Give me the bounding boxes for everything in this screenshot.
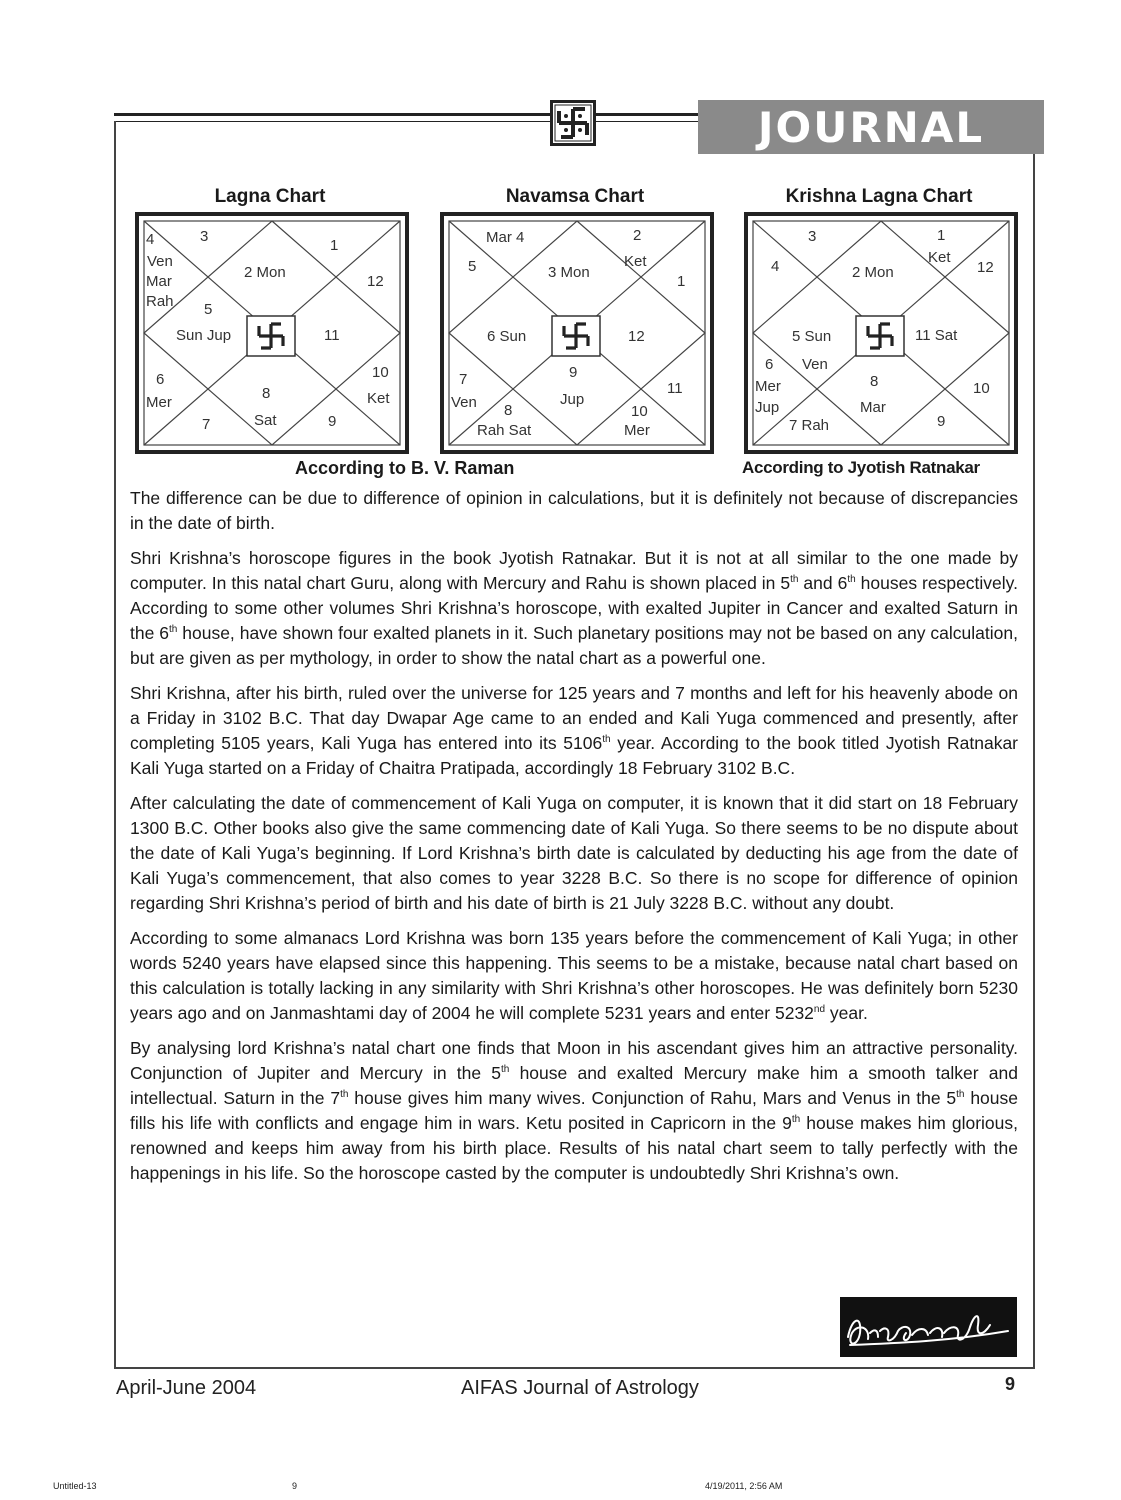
paragraph [130, 681, 1018, 781]
ordinal-suffix: th [501, 1064, 510, 1076]
print-page: 9 [292, 1481, 298, 1491]
paragraph-text: house and exalted Mercury make him a smooth talker and intellectual. Saturn in the 7 [130, 1063, 1018, 1108]
paragraph-text: house, have shown four exalted planets in it. Such planetary positions may not be based on any calculation, but are given as per mythology, in order to show the natal chart as a powerful one. [130, 623, 1018, 668]
chart-label: 8 [870, 373, 879, 390]
ordinal-suffix: th [790, 574, 799, 586]
chart-label: Mar 4 [486, 229, 525, 246]
ordinal-suffix: th [340, 1089, 349, 1101]
credit-raman: According to B. V. Raman [295, 458, 515, 478]
footer-page-number: 9 [1005, 1374, 1016, 1394]
chart-label: Ket [624, 253, 647, 270]
chart-label: 8 [262, 385, 271, 402]
paragraph [130, 1036, 1018, 1186]
chart-label: 7 Rah [789, 417, 830, 434]
chart-label: 3 [808, 228, 817, 245]
paragraph-text: houses respectively. According to some other volumes Shri Krishna’s horoscope, with exalted Jupiter in Cancer and exalted Saturn in the 6 [130, 573, 1018, 643]
paragraph-text: year. [825, 1003, 868, 1023]
chart-label: 6 [765, 356, 774, 373]
journal-banner-text: JOURNAL [757, 103, 985, 152]
frame-bottom [114, 1367, 1035, 1369]
chart-label: 2 Mon [244, 264, 286, 281]
chart-label: 10 [372, 364, 389, 381]
ordinal-suffix: th [602, 734, 611, 746]
chart-label: 11 [667, 380, 683, 397]
chart-label: Mer [146, 394, 172, 411]
chart-label: 12 [628, 328, 645, 345]
chart-label: 3 [200, 228, 209, 245]
article-body [130, 486, 1018, 1196]
footer-journal-name: AIFAS Journal of Astrology [461, 1377, 699, 1399]
header-rule-right-bottom [596, 121, 698, 122]
credit-jyotish-ratnakar: According to Jyotish Ratnakar [742, 458, 980, 477]
paragraph-text: Shri Krishna, after his birth, ruled over the universe for 125 years and 7 months and left for his heavenly abode on a Friday in 3102 B.C. That day Dwapar Age came to an ended and Kali Yuga commenced and presently, after completing 5105 years, Kali Yuga has entered into its 5106 [130, 683, 1018, 753]
chart-label: 7 [202, 416, 211, 433]
chart-label: 10 [631, 403, 648, 420]
frame-left [114, 121, 116, 1369]
chart-label: Jup [755, 399, 780, 416]
paragraph-text: After calculating the date of commencement of Kali Yuga on computer, it is known that it did start on 18 February 1300 B.C. Other books also give the same commencing date of Kali Yuga. So there seems to be no dispute about the date of Kali Yuga’s beginning. If Lord Krishna’s birth date is calculated by deducting his age from the date of Kali Yuga’s commencement, that also comes to year 3228 B.C. So there is no scope for difference of opinion regarding Shri Krishna’s period of birth and his date of birth is 21 July 3228 B.C. without any doubt. [130, 793, 1018, 913]
chart-label: Rah [146, 293, 174, 310]
chart-label: 9 [328, 413, 337, 430]
paragraph [130, 791, 1018, 916]
chart-label: 11 [324, 327, 340, 344]
ordinal-suffix: th [847, 574, 856, 586]
chart-label: 1 [937, 227, 946, 244]
chart-label: 4 [146, 231, 155, 248]
chart-label: 12 [977, 259, 994, 276]
chart-label: Mar [146, 273, 172, 290]
chart-label: 11 Sat [915, 327, 958, 344]
ordinal-suffix: th [956, 1089, 965, 1101]
paragraph [130, 926, 1018, 1026]
chart-label: 10 [973, 380, 990, 397]
swastika-icon [550, 100, 596, 146]
krishna-lagna-chart [744, 212, 1018, 454]
navamsa-chart-title: Navamsa Chart [505, 186, 645, 207]
header-rule-right-top [596, 113, 698, 116]
paragraph [130, 546, 1018, 671]
chart-label: 2 [633, 227, 642, 244]
chart-label: Sun Jup [176, 327, 232, 344]
footer-date: April-June 2004 [116, 1377, 257, 1399]
chart-label: Mer [624, 422, 650, 439]
chart-label: Sat [254, 412, 277, 429]
print-timestamp: 4/19/2011, 2:56 AM [705, 1481, 783, 1491]
chart-label: 1 [330, 237, 339, 254]
header-rule-top [114, 113, 550, 116]
lagna-chart-title: Lagna Chart [214, 186, 326, 207]
chart-label: Ven [147, 253, 173, 270]
paragraph-text: According to some almanacs Lord Krishna was born 135 years before the commencement of Kali Yuga; in other words 5240 years have elapsed since this happening. This seems to be a mistake, because natal chart based on this calculation is totally lacking in any similarity with Shri Krishna’s other horoscopes. He was definitely born 5230 years ago and on Janmashtami day of 2004 he will complete 5231 years and enter 5232 [130, 928, 1018, 1023]
print-file-name: Untitled-13 [53, 1481, 97, 1491]
lagna-chart [135, 212, 409, 454]
paragraph-text: house makes him glorious, renowned and keeps him away from his birth place. Results of his natal chart seem to tally perfectly with the happenings in his life. So the horoscope casted by the computer is undoubtedly Shri Krishna’s own. [130, 1113, 1018, 1183]
chart-label: 9 [937, 413, 946, 430]
krishna-lagna-chart-title: Krishna Lagna Chart [785, 186, 973, 207]
paragraph-text: By analysing lord Krishna’s natal chart one finds that Moon in his ascendant gives him an attractive personality. Conjunction of Jupiter and Mercury in the 5 [130, 1038, 1018, 1083]
chart-label: 4 [771, 258, 780, 275]
chart-label: Ven [802, 356, 828, 373]
chart-label: Mer [755, 378, 781, 395]
frame-right [1033, 154, 1035, 1369]
chart-label: 1 [677, 273, 686, 290]
chart-label: 9 [569, 364, 578, 381]
chart-label: Rah Sat [477, 422, 532, 439]
chart-label: 6 Sun [487, 328, 527, 345]
chart-label: Mar [860, 399, 886, 416]
chart-label: Ket [367, 390, 390, 407]
chart-label: 5 Sun [792, 328, 832, 345]
paragraph-text: year. According to the book titled Jyotish Ratnakar Kali Yuga started on a Friday of Chaitra Pratipada, accordingly 18 February 3102 B.C. [130, 733, 1019, 778]
chart-label: 7 [459, 371, 468, 388]
chart-label: 12 [367, 273, 384, 290]
ordinal-suffix: th [168, 624, 178, 636]
paragraph-text: house fills his life with conflicts and engage him in wars. Ketu posited in Capricorn in the 9 [130, 1088, 1018, 1133]
chart-label: 3 Mon [548, 264, 590, 281]
chart-label: 2 Mon [852, 264, 894, 281]
navamsa-chart [440, 212, 714, 454]
paragraph-text: house gives him many wives. Conjunction of Rahu, Mars and Venus in the 5 [348, 1088, 957, 1108]
signature-icon [840, 1297, 1017, 1357]
paragraph-text: The difference can be due to difference of opinion in calculations, but it is definitely not because of discrepancies in the date of birth. [130, 488, 1018, 533]
paragraph [130, 486, 1018, 536]
header-rule-bottom [114, 121, 550, 122]
chart-label: 8 [504, 402, 513, 419]
chart-label: Ven [451, 394, 477, 411]
chart-label: 5 [204, 301, 213, 318]
ordinal-suffix: nd [813, 1004, 826, 1016]
chart-label: Ket [928, 249, 951, 266]
chart-label: 6 [156, 371, 165, 388]
chart-label: Jup [560, 391, 585, 408]
paragraph-text: and 6 [798, 573, 848, 593]
paragraph-text: Shri Krishna’s horoscope figures in the book Jyotish Ratnakar. But it is not at all similar to the one made by computer. In this natal chart Guru, along with Mercury and Rahu is shown placed in 5 [130, 548, 1018, 593]
chart-label: 5 [468, 258, 477, 275]
ordinal-suffix: th [791, 1114, 801, 1126]
